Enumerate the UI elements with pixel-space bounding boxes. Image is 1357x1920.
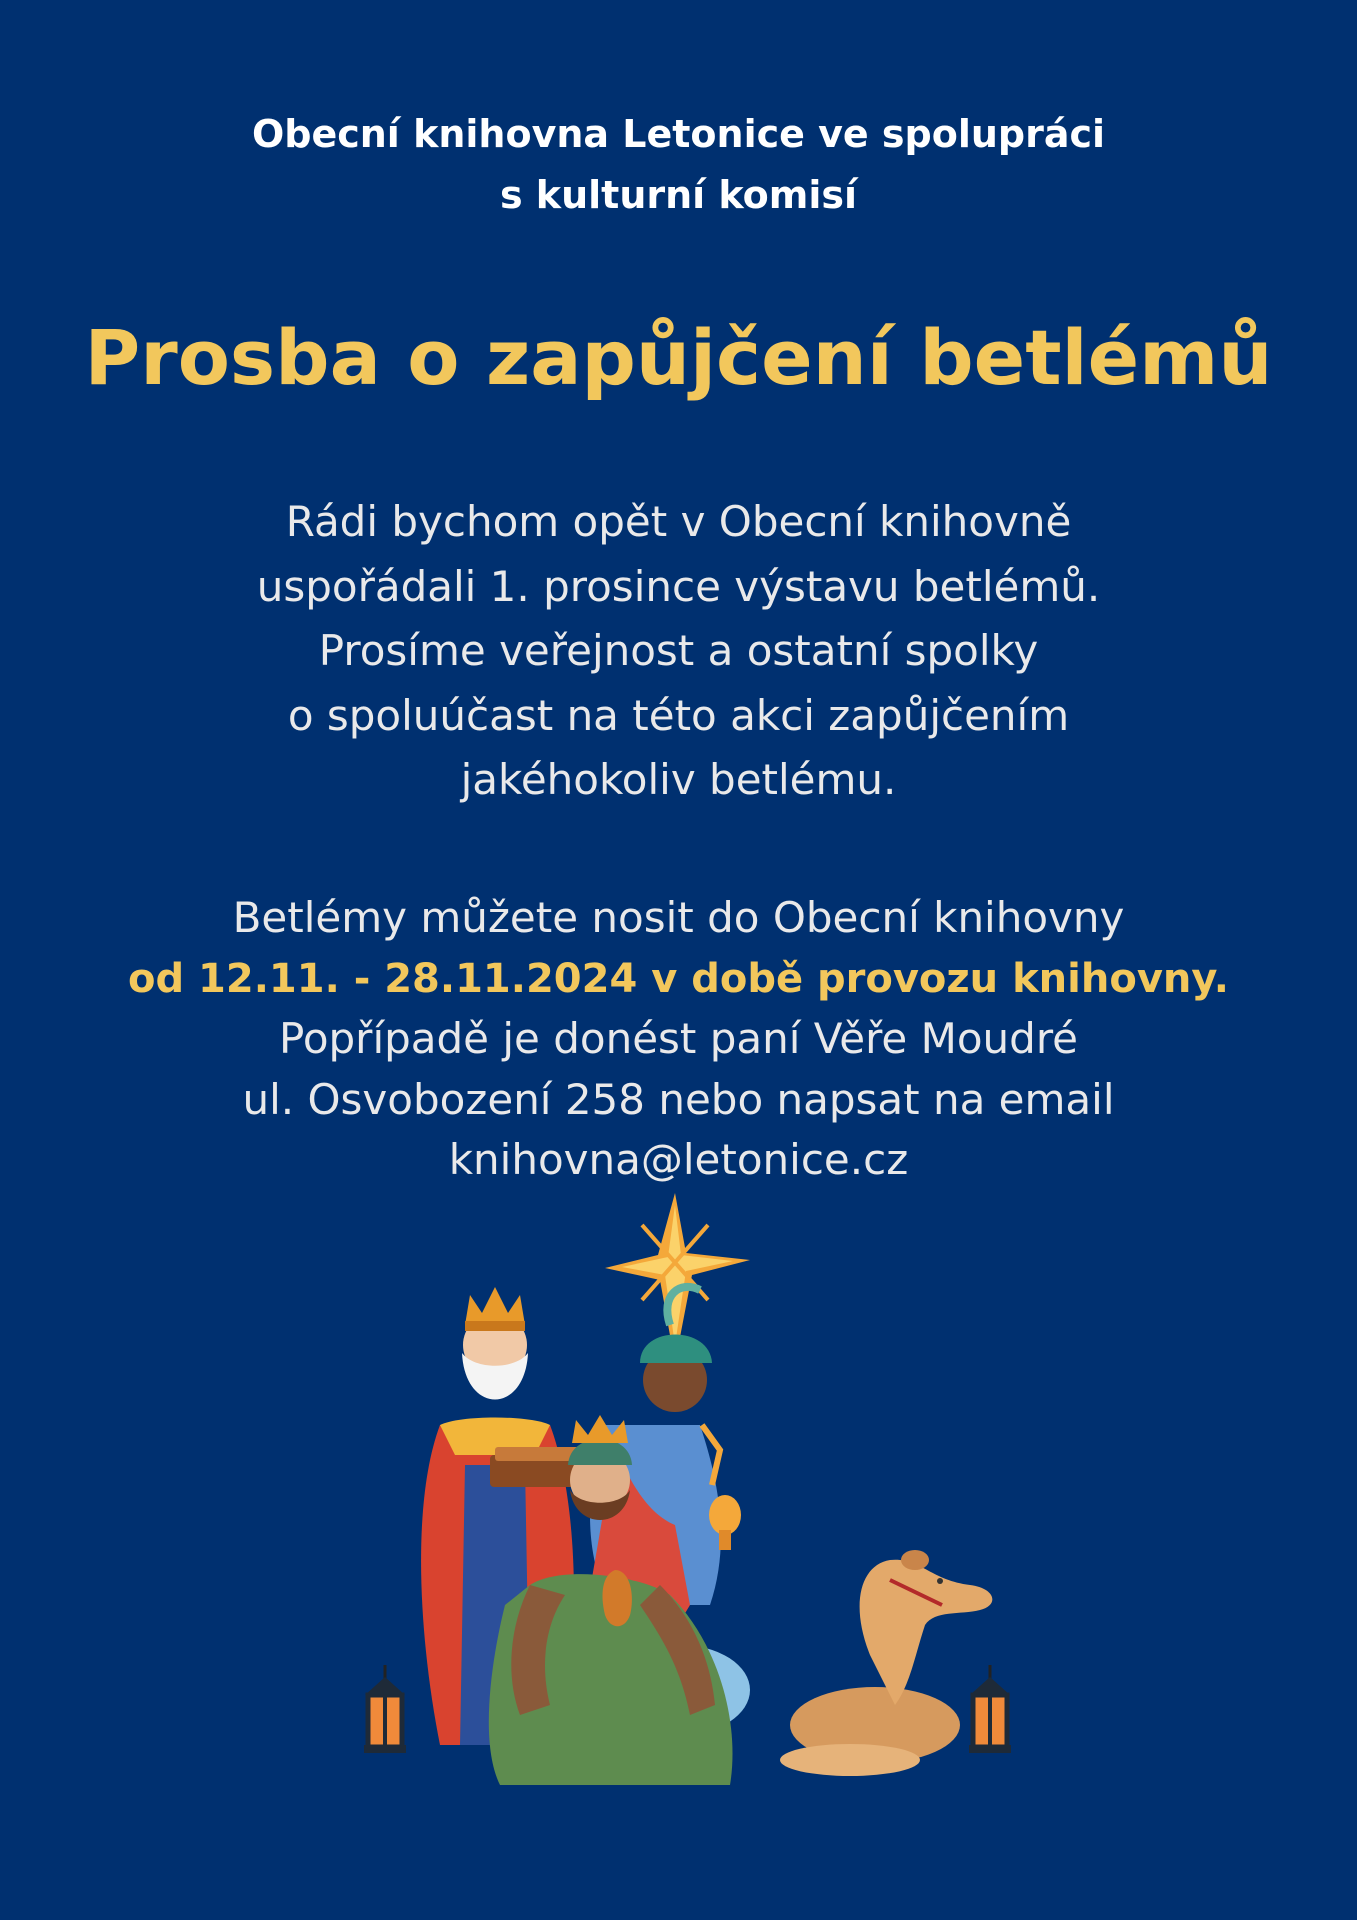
invitation-line-4: o spoluúčast na této akci zapůjčením	[287, 690, 1070, 740]
nativity-illustration	[330, 1185, 1030, 1805]
invitation-line-5: jakéhokoliv betlému.	[460, 755, 897, 804]
lantern-icon	[364, 1665, 406, 1753]
page-title: Prosba o zapůjčení betlémů	[84, 313, 1273, 402]
invitation-line-3: Prosíme veřejnost a ostatní spolky	[318, 626, 1039, 675]
organizer-line-1: Obecní knihovna Letonice ve spolupráci	[251, 112, 1106, 156]
invitation-line-2: uspořádali 1. prosince výstavu betlémů.	[256, 561, 1101, 611]
organizer-line-2: s kulturní komisí	[499, 173, 858, 217]
instructions-line-3: Popřípadě je donést paní Věře Moudré	[278, 1014, 1079, 1063]
organizer-header	[0, 104, 1357, 226]
email-text: knihovna@letonice.cz	[448, 1135, 909, 1184]
instructions-line-4: ul. Osvobození 258 nebo napsat na email	[242, 1074, 1115, 1124]
lantern-icon	[969, 1665, 1011, 1753]
instructions-line-1: Betlémy můžete nosit do Obecní knihovny	[232, 893, 1125, 942]
invitation-paragraph	[0, 490, 1357, 813]
camel-illustration	[780, 1550, 992, 1776]
invitation-line-1: Rádi bychom opět v Obecní knihovně	[285, 497, 1072, 546]
date-highlight: od 12.11. - 28.11.2024 v době provozu knihovny.	[128, 955, 1229, 1002]
instructions-paragraph	[0, 888, 1357, 1191]
